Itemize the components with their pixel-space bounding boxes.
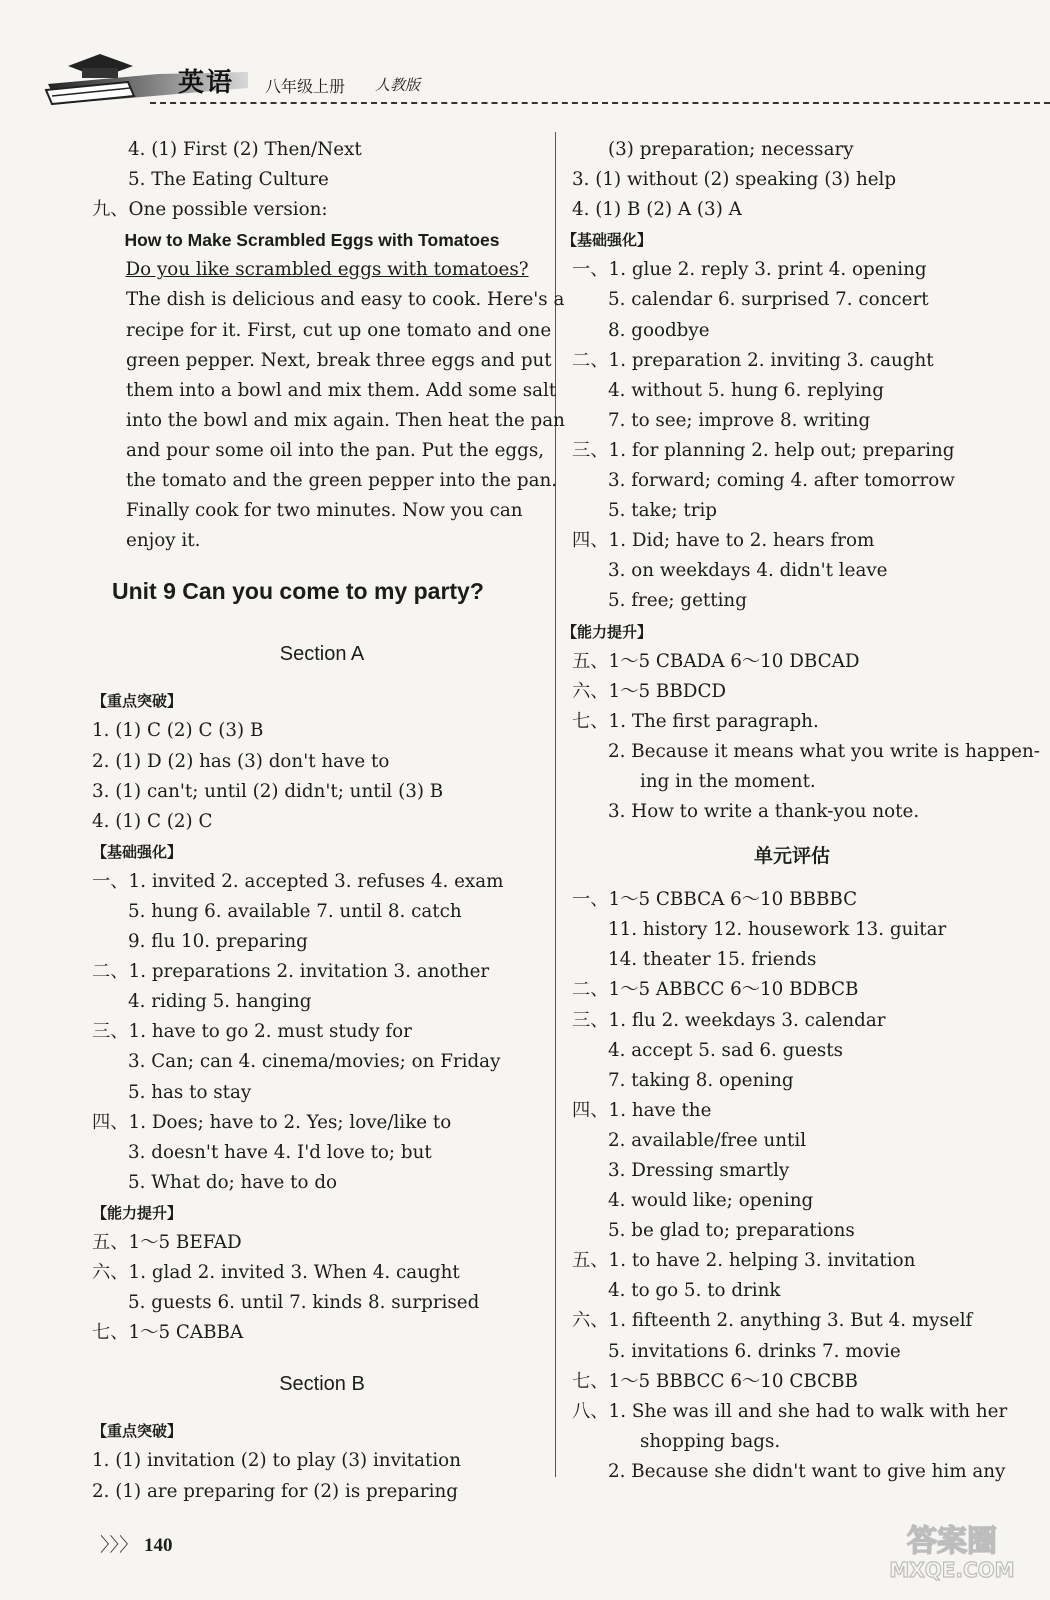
answer-line: 四、1. Did; have to 2. hears from: [572, 530, 875, 552]
unit-evaluation: [572, 885, 1012, 1487]
essay-body: [92, 285, 565, 556]
page-number: 140: [144, 1535, 173, 1556]
ability-b: [572, 647, 1040, 828]
watermark-line2: MXQE.COM: [889, 1558, 1015, 1582]
answer-line: 5. take; trip: [608, 500, 718, 522]
answer-line: 5. guests 6. until 7. kinds 8. surprised: [128, 1292, 480, 1314]
essay-line: The dish is delicious and easy to cook. Here's a: [126, 289, 565, 311]
answer-line: 四、1. Does; have to 2. Yes; love/like to: [92, 1111, 452, 1133]
answer-line: 六、1. glad 2. invited 3. When 4. caught: [92, 1262, 460, 1284]
answer-line: 4. to go 5. to drink: [608, 1280, 781, 1302]
answer-line: 3. Can; can 4. cinema/movies; on Friday: [128, 1051, 501, 1073]
answer-line: 7. taking 8. opening: [608, 1069, 794, 1091]
answer-line: 一、1. invited 2. accepted 3. refuses 4. exam: [92, 870, 504, 892]
header-rule: [150, 102, 1050, 104]
key-points-a: [92, 716, 532, 836]
ability-a: [92, 1228, 532, 1348]
answer-line: 三、1. have to go 2. must study for: [92, 1021, 412, 1043]
answer-line: 14. theater 15. friends: [608, 949, 817, 971]
answer-line: 七、1～5 BBBCC 6～10 CBCBB: [572, 1370, 858, 1392]
answer-line: 5. calendar 6. surprised 7. concert: [608, 289, 929, 311]
section-a-title: Section A: [279, 643, 365, 666]
answer-line: 2. (1) are preparing for (2) is preparing: [92, 1480, 458, 1502]
answer-line: 3. on weekdays 4. didn't leave: [608, 560, 888, 582]
answer-line: 五、1～5 CBADA 6～10 DBCAD: [572, 650, 860, 672]
answer-line: 3. (1) without (2) speaking (3) help: [572, 169, 897, 191]
right-column: [562, 135, 1040, 1487]
answer-line: 三、1. flu 2. weekdays 3. calendar: [572, 1009, 886, 1031]
answer-line: shopping bags.: [640, 1430, 781, 1452]
essay-line: the tomato and the green pepper into the pan.: [126, 470, 558, 492]
answer-line: 5. The Eating Culture: [128, 169, 329, 191]
page-footer: [100, 1530, 173, 1557]
essay-title: How to Make Scrambled Eggs with Tomatoes: [124, 230, 500, 251]
essay-label: 九、One possible version:: [92, 199, 328, 221]
answer-line: 五、1～5 BEFAD: [92, 1232, 242, 1253]
essay-question: Do you like scrambled eggs with tomatoes?: [125, 259, 529, 281]
unit-title: Unit 9 Can you come to my party?: [112, 578, 484, 605]
answer-line: 4. without 5. hung 6. replying: [608, 379, 884, 401]
key-points-b: [92, 1446, 532, 1506]
tag-basics: 【基础强化】: [92, 842, 183, 861]
answer-line: 1. (1) C (2) C (3) B: [92, 720, 264, 742]
answer-line: 5. be glad to; preparations: [608, 1220, 855, 1242]
edition-label: 人教版: [375, 76, 421, 94]
tag-key-points-b: 【重点突破】: [92, 1422, 183, 1441]
essay-line: enjoy it.: [126, 530, 201, 552]
answer-line: 11. history 12. housework 13. guitar: [608, 919, 947, 941]
basics-b: [572, 255, 1012, 616]
answer-line: 5. What do; have to do: [128, 1171, 338, 1193]
column-divider: [555, 132, 556, 1477]
section-b-title: Section B: [279, 1373, 365, 1396]
answer-line: 七、1～5 CABBA: [92, 1322, 244, 1344]
left-column: [92, 135, 565, 1507]
answer-line: 六、1～5 BBDCD: [572, 680, 727, 702]
answer-line: 2. (1) D (2) has (3) don't have to: [92, 750, 390, 772]
answer-line: 4. (1) First (2) Then/Next: [128, 139, 362, 160]
answer-line: 3. (1) can't; until (2) didn't; until (3) B: [92, 780, 444, 802]
essay-line: green pepper. Next, break three eggs and put: [126, 349, 552, 371]
answer-line: (3) preparation; necessary: [608, 139, 854, 160]
unit-evaluation-title: 单元评估: [753, 845, 830, 868]
answer-line: 3. forward; coming 4. after tomorrow: [608, 470, 955, 492]
answer-line: 四、1. have the: [572, 1099, 712, 1121]
answer-line: 7. to see; improve 8. writing: [608, 409, 871, 431]
answer-line: 2. available/free until: [608, 1129, 807, 1151]
answer-line: 2. Because she didn't want to give him any: [608, 1460, 1006, 1482]
essay-line: recipe for it. First, cut up one tomato and one: [126, 319, 552, 341]
answer-line: 4. accept 5. sad 6. guests: [608, 1039, 844, 1061]
answer-line: 2. Because it means what you write is happen-: [608, 740, 1040, 762]
page-header: [0, 40, 1050, 112]
answer-line: 七、1. The first paragraph.: [572, 710, 819, 732]
subject-title: 英语: [178, 68, 235, 98]
watermark-logo: [872, 1515, 1032, 1585]
answer-line: 5. invitations 6. drinks 7. movie: [608, 1340, 901, 1362]
answer-line: 五、1. to have 2. helping 3. invitation: [572, 1250, 916, 1272]
key-points-b-continued: [572, 135, 1012, 225]
answer-line: 5. hung 6. available 7. until 8. catch: [128, 900, 462, 922]
tag-ability-b: 【能力提升】: [562, 622, 653, 641]
answer-line: 六、1. fifteenth 2. anything 3. But 4. myself: [572, 1310, 973, 1332]
answer-line: 5. free; getting: [608, 590, 747, 612]
answer-line: 3. Dressing smartly: [608, 1160, 790, 1181]
answer-line: 9. flu 10. preparing: [128, 931, 308, 953]
essay-line: into the bowl and mix again. Then heat the pan: [126, 409, 565, 431]
watermark-line1: 答案圈: [907, 1524, 997, 1559]
tag-ability: 【能力提升】: [92, 1203, 183, 1222]
basics-a: [92, 867, 532, 1198]
footer-arrows: 〉〉〉: [100, 1535, 139, 1556]
answer-line: 二、1. preparation 2. inviting 3. caught: [572, 349, 934, 371]
answer-line: 5. has to stay: [128, 1081, 252, 1103]
answer-line: 一、1～5 CBBCA 6～10 BBBBC: [572, 889, 858, 911]
answer-line: 1. (1) invitation (2) to play (3) invitation: [92, 1450, 461, 1472]
tag-basics-b: 【基础强化】: [562, 231, 653, 250]
answer-line: 8. goodbye: [608, 319, 710, 341]
answer-line: 二、1～5 ABBCC 6～10 BDBCB: [572, 979, 859, 1001]
answer-line: 3. doesn't have 4. I'd love to; but: [128, 1141, 432, 1163]
essay-line: them into a bowl and mix them. Add some salt: [126, 379, 557, 401]
answer-line: 一、1. glue 2. reply 3. print 4. opening: [572, 259, 927, 281]
answer-line: 4. (1) B (2) A (3) A: [572, 199, 742, 221]
answer-line: 三、1. for planning 2. help out; preparing: [572, 439, 955, 461]
essay-line: Finally cook for two minutes. Now you can: [126, 500, 523, 522]
answer-line: 3. How to write a thank-you note.: [608, 801, 920, 823]
grade-label: 八年级上册: [265, 77, 346, 96]
answer-line: 4. would like; opening: [608, 1190, 814, 1212]
answer-line: 4. riding 5. hanging: [128, 991, 312, 1013]
tag-key-points: 【重点突破】: [92, 692, 183, 711]
answer-line: 二、1. preparations 2. invitation 3. another: [92, 961, 490, 983]
answer-line: 八、1. She was ill and she had to walk with her: [572, 1400, 1008, 1422]
answer-line: ing in the moment.: [640, 770, 816, 792]
essay-line: and pour some oil into the pan. Put the eggs,: [126, 439, 545, 461]
answer-line: 4. (1) C (2) C: [92, 810, 213, 832]
